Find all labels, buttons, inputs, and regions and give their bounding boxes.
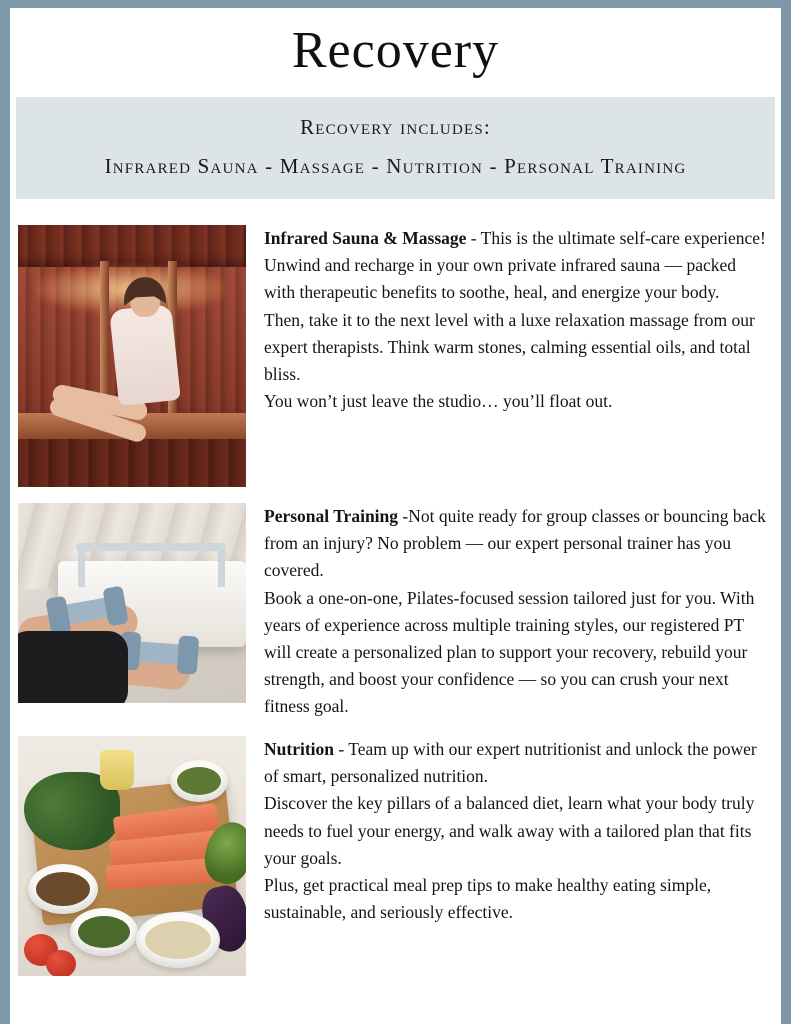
pt-lead-text: -Not quite ready for group classes or bouncing back from an injury? No problem — our expert personal trainer has you covered. xyxy=(264,506,766,581)
section-infrared-sauna-massage xyxy=(18,225,767,487)
nutrition-heading: Nutrition xyxy=(264,739,334,760)
sauna-photo xyxy=(18,225,246,487)
sauna-heading: Infrared Sauna & Massage xyxy=(264,228,467,249)
nutrition-paragraph-1 xyxy=(264,736,767,790)
nutrition-paragraph-2: Discover the key pillars of a balanced diet, learn what your body truly needs to fuel your energy, and walk away with a tailored plan that fits your goals. xyxy=(264,793,755,868)
section-personal-training xyxy=(18,503,767,720)
section-nutrition xyxy=(18,736,767,976)
nutrition-lead-text: - Team up with our expert nutritionist and unlock the power of smart, personalized nutrition. xyxy=(264,739,757,787)
pt-paragraph-1 xyxy=(264,503,767,584)
recovery-includes-banner xyxy=(16,97,775,199)
pt-paragraph-2: Book a one-on-one, Pilates-focused session tailored just for you. With years of experience across multiple training styles, our registered PT will create a personalized plan to support your recovery, rebuild your strength, and boost your confidence — so you can crush your next fitness goal. xyxy=(264,587,755,717)
banner-heading: Recovery includes: xyxy=(300,115,491,140)
sauna-lead-text: - This is the ultimate self-care experience! xyxy=(470,228,766,249)
page-title: Recovery xyxy=(291,22,500,79)
sauna-text xyxy=(246,225,767,415)
nutrition-text xyxy=(246,736,767,926)
personal-training-photo xyxy=(18,503,246,703)
sections-container xyxy=(10,225,781,976)
nutrition-photo xyxy=(18,736,246,976)
sauna-paragraph-1 xyxy=(264,225,767,252)
banner-services-list: Infrared Sauna - Massage - Nutrition - Personal Training xyxy=(104,154,687,179)
document-page xyxy=(10,8,781,1024)
sauna-paragraph-2: Unwind and recharge in your own private infrared sauna — packed with therapeutic benefits to soothe, heal, and energize your body. xyxy=(264,255,737,303)
sauna-paragraph-3: Then, take it to the next level with a luxe relaxation massage from our expert therapists. Think warm stones, calming essential oils, and total bliss. xyxy=(264,309,755,384)
personal-training-text xyxy=(246,503,767,720)
left-accent-bar xyxy=(0,0,10,1024)
right-accent-bar xyxy=(781,0,791,1024)
nutrition-paragraph-3: Plus, get practical meal prep tips to make healthy eating simple, sustainable, and seriously effective. xyxy=(264,874,712,922)
sauna-paragraph-4: You won’t just leave the studio… you’ll float out. xyxy=(264,390,613,411)
top-accent-bar xyxy=(0,0,791,8)
pt-heading: Personal Training xyxy=(264,506,399,527)
